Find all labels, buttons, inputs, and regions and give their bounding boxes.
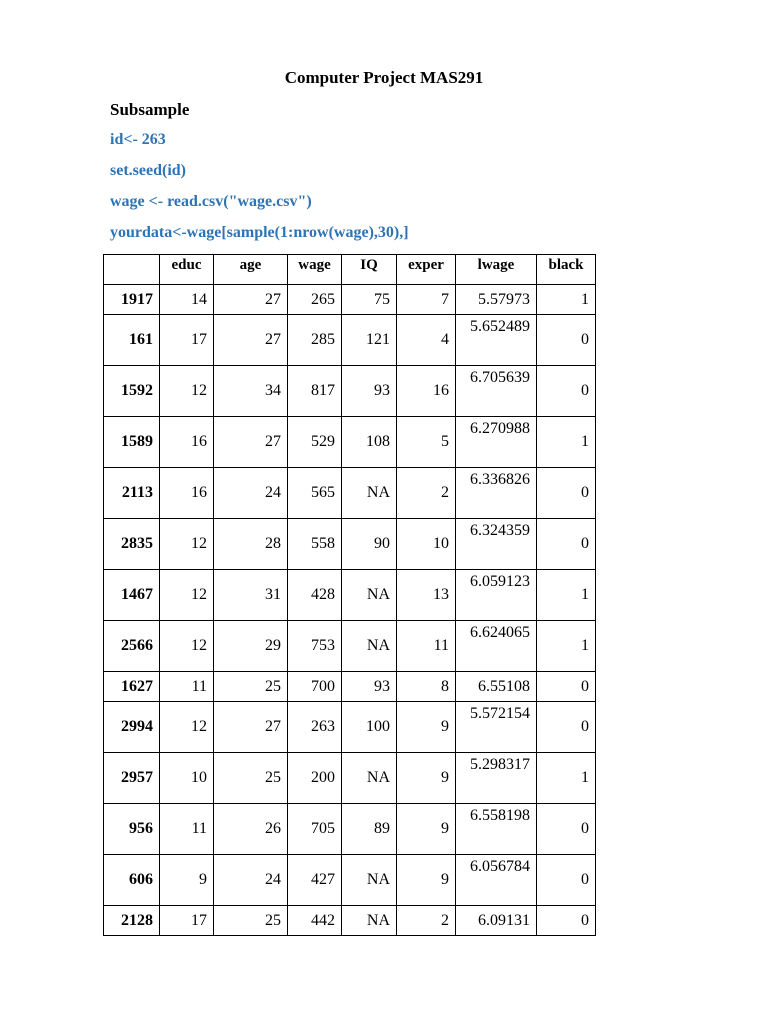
cell-educ: 10: [160, 753, 214, 804]
table-header-row: [104, 255, 596, 285]
table-row: [104, 906, 596, 936]
cell-black: 1: [537, 570, 596, 621]
cell-id: 2994: [104, 702, 160, 753]
cell-id: 1589: [104, 417, 160, 468]
data-table: [103, 254, 596, 936]
cell-lwage: 6.624065: [456, 621, 537, 672]
table-row: [104, 366, 596, 417]
cell-age: 25: [214, 753, 288, 804]
cell-black: 1: [537, 417, 596, 468]
cell-wage: 428: [288, 570, 342, 621]
code-line-seed: set.seed(id): [110, 162, 186, 179]
cell-exper: 11: [397, 621, 456, 672]
cell-id: 1917: [104, 285, 160, 315]
cell-wage: 529: [288, 417, 342, 468]
cell-educ: 12: [160, 519, 214, 570]
cell-lwage: 6.270988: [456, 417, 537, 468]
cell-lwage: 6.059123: [456, 570, 537, 621]
table-row: [104, 417, 596, 468]
cell-wage: 558: [288, 519, 342, 570]
cell-age: 24: [214, 855, 288, 906]
cell-educ: 16: [160, 468, 214, 519]
cell-iq: NA: [342, 468, 397, 519]
cell-black: 1: [537, 753, 596, 804]
cell-wage: 442: [288, 906, 342, 936]
cell-exper: 9: [397, 855, 456, 906]
cell-exper: 2: [397, 468, 456, 519]
cell-educ: 17: [160, 906, 214, 936]
header-cell-exper: exper: [397, 255, 456, 285]
code-line-id: id<- 263: [110, 131, 166, 148]
cell-id: 1467: [104, 570, 160, 621]
cell-educ: 11: [160, 804, 214, 855]
cell-educ: 12: [160, 621, 214, 672]
cell-id: 2957: [104, 753, 160, 804]
cell-black: 0: [537, 468, 596, 519]
cell-iq: 90: [342, 519, 397, 570]
cell-lwage: 5.298317: [456, 753, 537, 804]
cell-id: 161: [104, 315, 160, 366]
cell-wage: 263: [288, 702, 342, 753]
cell-black: 1: [537, 621, 596, 672]
cell-iq: 89: [342, 804, 397, 855]
cell-iq: NA: [342, 570, 397, 621]
table-row: [104, 621, 596, 672]
code-line-sample: yourdata<-wage[sample(1:nrow(wage),30),]: [110, 224, 409, 241]
cell-black: 0: [537, 315, 596, 366]
cell-black: 0: [537, 906, 596, 936]
table-row: [104, 753, 596, 804]
cell-lwage: 6.056784: [456, 855, 537, 906]
cell-age: 27: [214, 285, 288, 315]
cell-exper: 9: [397, 753, 456, 804]
cell-lwage: 6.09131: [456, 906, 537, 936]
cell-exper: 16: [397, 366, 456, 417]
cell-lwage: 5.57973: [456, 285, 537, 315]
table-row: [104, 570, 596, 621]
cell-id: 2835: [104, 519, 160, 570]
cell-iq: 100: [342, 702, 397, 753]
cell-age: 27: [214, 417, 288, 468]
header-cell-educ: educ: [160, 255, 214, 285]
cell-iq: NA: [342, 621, 397, 672]
cell-age: 28: [214, 519, 288, 570]
header-cell-lwage: lwage: [456, 255, 537, 285]
cell-id: 2128: [104, 906, 160, 936]
cell-iq: 93: [342, 672, 397, 702]
cell-black: 0: [537, 519, 596, 570]
cell-lwage: 6.336826: [456, 468, 537, 519]
cell-wage: 285: [288, 315, 342, 366]
cell-exper: 8: [397, 672, 456, 702]
cell-exper: 9: [397, 702, 456, 753]
cell-black: 1: [537, 285, 596, 315]
cell-educ: 9: [160, 855, 214, 906]
cell-wage: 700: [288, 672, 342, 702]
cell-black: 0: [537, 804, 596, 855]
cell-age: 25: [214, 906, 288, 936]
code-line-read-csv: wage <- read.csv("wage.csv"): [110, 193, 312, 210]
cell-educ: 12: [160, 366, 214, 417]
cell-exper: 13: [397, 570, 456, 621]
cell-id: 1627: [104, 672, 160, 702]
cell-exper: 5: [397, 417, 456, 468]
section-heading: Subsample: [110, 100, 190, 119]
cell-id: 606: [104, 855, 160, 906]
cell-iq: NA: [342, 753, 397, 804]
table-row: [104, 855, 596, 906]
cell-age: 25: [214, 672, 288, 702]
header-cell-iq: IQ: [342, 255, 397, 285]
table-row: [104, 702, 596, 753]
table-row: [104, 672, 596, 702]
cell-educ: 16: [160, 417, 214, 468]
cell-black: 0: [537, 672, 596, 702]
cell-lwage: 6.324359: [456, 519, 537, 570]
cell-exper: 9: [397, 804, 456, 855]
cell-age: 34: [214, 366, 288, 417]
cell-age: 27: [214, 702, 288, 753]
cell-wage: 427: [288, 855, 342, 906]
cell-exper: 4: [397, 315, 456, 366]
table-row: [104, 519, 596, 570]
cell-iq: 121: [342, 315, 397, 366]
cell-black: 0: [537, 855, 596, 906]
cell-lwage: 5.572154: [456, 702, 537, 753]
cell-iq: 75: [342, 285, 397, 315]
cell-black: 0: [537, 366, 596, 417]
cell-id: 2113: [104, 468, 160, 519]
cell-wage: 817: [288, 366, 342, 417]
cell-age: 31: [214, 570, 288, 621]
cell-iq: 108: [342, 417, 397, 468]
cell-educ: 14: [160, 285, 214, 315]
cell-lwage: 6.705639: [456, 366, 537, 417]
table-row: [104, 468, 596, 519]
cell-id: 956: [104, 804, 160, 855]
cell-lwage: 6.55108: [456, 672, 537, 702]
cell-age: 29: [214, 621, 288, 672]
table-row: [104, 804, 596, 855]
header-cell-black: black: [537, 255, 596, 285]
cell-lwage: 6.558198: [456, 804, 537, 855]
table-body: [104, 285, 596, 936]
cell-exper: 7: [397, 285, 456, 315]
cell-age: 26: [214, 804, 288, 855]
cell-age: 24: [214, 468, 288, 519]
table-row: [104, 315, 596, 366]
cell-iq: NA: [342, 855, 397, 906]
cell-exper: 2: [397, 906, 456, 936]
cell-wage: 200: [288, 753, 342, 804]
cell-wage: 565: [288, 468, 342, 519]
cell-wage: 753: [288, 621, 342, 672]
cell-wage: 265: [288, 285, 342, 315]
header-cell-wage: wage: [288, 255, 342, 285]
cell-age: 27: [214, 315, 288, 366]
header-cell-rowid: [104, 255, 160, 285]
cell-wage: 705: [288, 804, 342, 855]
cell-id: 1592: [104, 366, 160, 417]
cell-id: 2566: [104, 621, 160, 672]
cell-black: 0: [537, 702, 596, 753]
cell-iq: 93: [342, 366, 397, 417]
cell-educ: 17: [160, 315, 214, 366]
cell-iq: NA: [342, 906, 397, 936]
cell-lwage: 5.652489: [456, 315, 537, 366]
cell-educ: 12: [160, 702, 214, 753]
table-row: [104, 285, 596, 315]
cell-exper: 10: [397, 519, 456, 570]
header-cell-age: age: [214, 255, 288, 285]
cell-educ: 11: [160, 672, 214, 702]
cell-educ: 12: [160, 570, 214, 621]
page-title: Computer Project MAS291: [284, 68, 484, 87]
